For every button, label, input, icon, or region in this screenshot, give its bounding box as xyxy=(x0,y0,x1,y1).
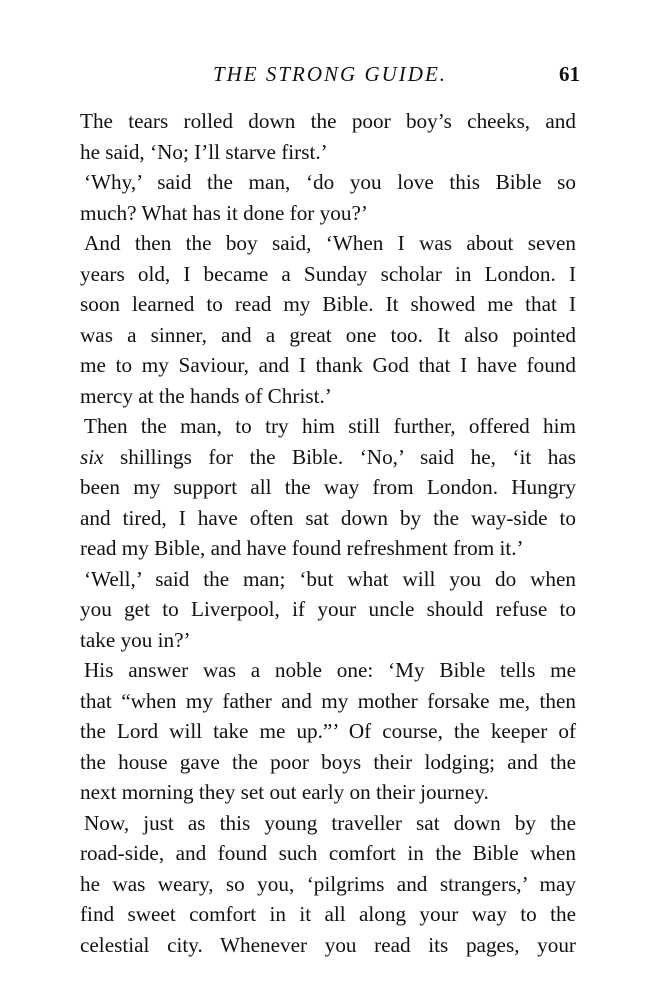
text-line: me to my Saviour, and I thank God that I have found xyxy=(80,353,576,377)
text-line: and tired, I have often sat down by the way-side to xyxy=(80,505,576,530)
text-line: His answer was a noble one: ‘My Bible tells me xyxy=(84,658,576,682)
text-line: find sweet comfort in it all along your way to the xyxy=(80,902,576,926)
text-line: he said, ‘No; I’ll starve first.’ xyxy=(80,139,328,164)
text-line-rest: shillings for the Bible. ‘No,’ said he, ‘it has xyxy=(103,444,576,469)
text-line: road-side, and found such comfort in the Bible when xyxy=(80,841,576,865)
text-line: ‘Well,’ said the man; ‘but what will you do when xyxy=(84,566,576,591)
running-title: THE STRONG GUIDE. xyxy=(212,62,448,86)
text-line: celestial city. Whenever you read its pages, your xyxy=(80,932,576,957)
text-line: And then the boy said, ‘When I was about seven xyxy=(84,231,576,255)
text-line: was a sinner, and a great one too. It also pointed xyxy=(80,322,576,347)
italic-word: six xyxy=(80,444,104,469)
text-line: take you in?’ xyxy=(80,627,191,652)
text-line: you get to Liverpool, if your uncle should refuse to xyxy=(80,597,576,621)
text-line: much? What has it done for you?’ xyxy=(80,200,368,225)
text-line: he was weary, so you, ‘pilgrims and strangers,’ may xyxy=(80,871,576,896)
text-line: that “when my father and my mother forsake me, then xyxy=(80,688,576,713)
text-line: Now, just as this young traveller sat down by the xyxy=(84,810,576,835)
text-line: been my support all the way from London. Hungry xyxy=(80,475,576,499)
text-line: the Lord will take me up.”’ Of course, the keeper of xyxy=(80,719,576,743)
page-header xyxy=(80,58,580,90)
page-number: 61 xyxy=(559,62,580,86)
body-text xyxy=(80,106,576,960)
text-line: mercy at the hands of Christ.’ xyxy=(80,383,332,408)
text-line: next morning they set out early on their journey. xyxy=(80,780,489,804)
text-line: the house gave the poor boys their lodging; and the xyxy=(80,749,576,774)
text-line: The tears rolled down the poor boy’s cheeks, and xyxy=(80,109,576,133)
text-line: read my Bible, and have found refreshment from it.’ xyxy=(80,536,524,560)
text-line xyxy=(80,442,576,473)
text-line: soon learned to read my Bible. It showed me that I xyxy=(80,292,576,316)
text-line: Then the man, to try him still further, offered him xyxy=(84,414,576,438)
text-line: ‘Why,’ said the man, ‘do you love this Bible so xyxy=(84,170,576,194)
text-line: years old, I became a Sunday scholar in London. I xyxy=(80,261,576,286)
